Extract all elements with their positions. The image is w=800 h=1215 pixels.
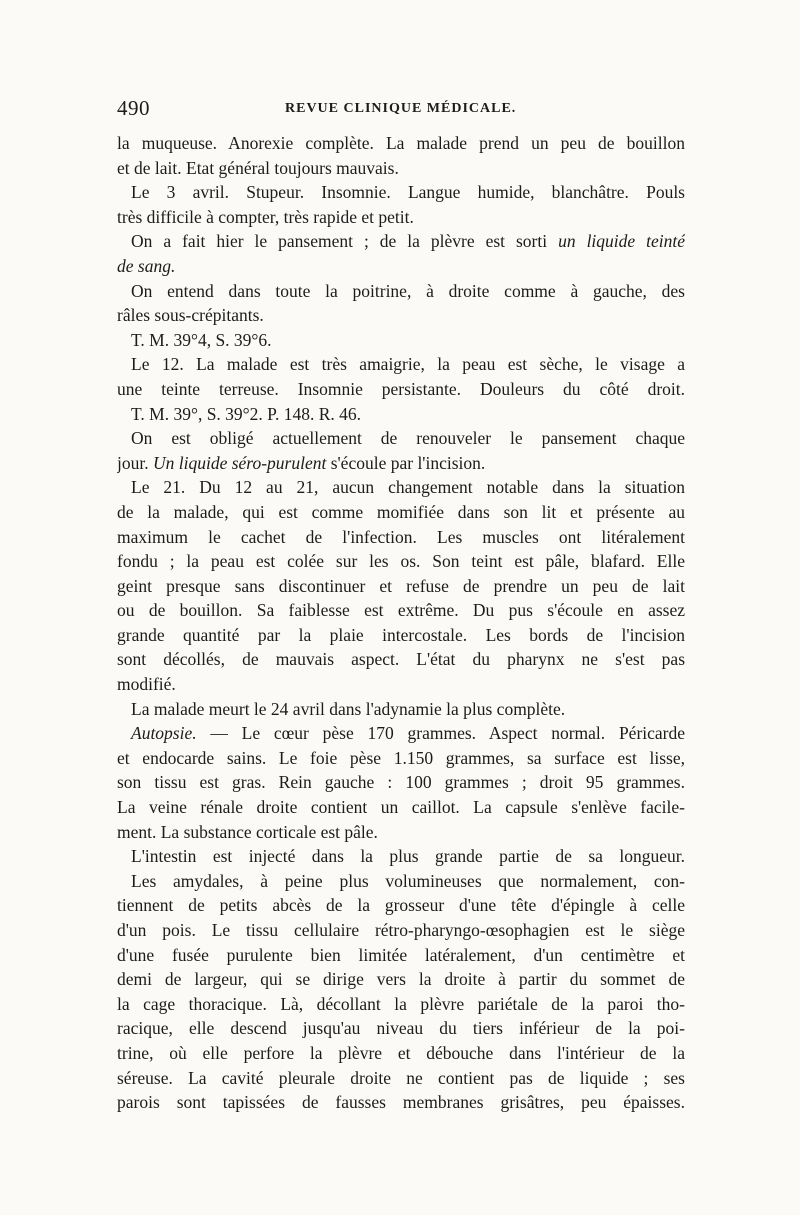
text-line: une teinte terreuse. Insomnie persistante. Douleurs du côté droit. xyxy=(117,378,685,399)
text-line: râles sous-crépitants. xyxy=(117,305,264,326)
text-line: son tissu est gras. Rein gauche : 100 grammes ; droit 95 grammes. xyxy=(117,772,685,793)
text-run: — Le cœur pèse 170 grammes. Aspect normal. Péricarde xyxy=(210,723,685,744)
text-line: On entend dans toute la poitrine, à droite comme à gauche, des xyxy=(131,280,685,301)
text-line: la cage thoracique. Là, décollant la plèvre pariétale de la paroi tho- xyxy=(117,993,685,1014)
text-line: et endocarde sains. Le foie pèse 1.150 grammes, sa surface est lisse, xyxy=(117,747,685,768)
text-line: T. M. 39°4, S. 39°6. xyxy=(131,329,272,350)
page-number: 490 xyxy=(117,96,150,120)
italic-run: un liquide teinté xyxy=(558,231,685,252)
body-text xyxy=(117,131,685,1115)
text-line: sont décollés, de mauvais aspect. L'état du pharynx ne s'est pas xyxy=(117,649,685,670)
text-line: d'une fusée purulente bien limitée latéralement, d'un centimètre et xyxy=(117,944,685,965)
text-line xyxy=(117,721,685,746)
text-line: Le 3 avril. Stupeur. Insomnie. Langue humide, blanchâtre. Pouls xyxy=(131,182,685,203)
text-line: la muqueuse. Anorexie complète. La malade prend un peu de bouillon xyxy=(117,133,685,153)
text-line: séreuse. La cavité pleurale droite ne contient pas de liquide ; ses xyxy=(117,1067,685,1088)
text-line xyxy=(117,229,685,254)
text-line: Les amydales, à peine plus volumineuses que normalement, con- xyxy=(131,870,685,891)
text-line: grande quantité par la plaie intercostale. Les bords de l'incision xyxy=(117,624,685,645)
text-line: T. M. 39°, S. 39°2. P. 148. R. 46. xyxy=(131,403,362,424)
text-line: de sang. xyxy=(117,255,176,276)
text-line: On est obligé actuellement de renouveler le pansement chaque xyxy=(131,428,685,449)
text-line: trine, où elle perfore la plèvre et débouche dans l'intérieur de la xyxy=(117,1042,685,1063)
text-line: L'intestin est injecté dans la plus grande partie de sa longueur. xyxy=(131,846,685,867)
text-line: très difficile à compter, très rapide et petit. xyxy=(117,206,414,227)
text-line: de la malade, qui est comme momifiée dans son lit et présente au xyxy=(117,501,685,522)
text-line: tiennent de petits abcès de la grosseur d'une tête d'épingle à celle xyxy=(117,895,685,916)
text-line: demi de largeur, qui se dirige vers la droite à partir du sommet de xyxy=(117,969,685,990)
text-line: d'un pois. Le tissu cellulaire rétro-pharyngo-œsophagien est le siège xyxy=(117,920,685,940)
text-line: La veine rénale droite contient un caillot. La capsule s'enlève facile- xyxy=(117,797,685,818)
running-title: REVUE CLINIQUE MÉDICALE. xyxy=(285,101,517,116)
text-line: geint presque sans discontinuer et refuse de prendre un peu de lait xyxy=(117,575,685,596)
text-line: La malade meurt le 24 avril dans l'adynamie la plus complète. xyxy=(131,698,566,719)
text-run: jour. xyxy=(117,452,149,473)
text-line: et de lait. Etat général toujours mauvais. xyxy=(117,157,399,178)
text-line: fondu ; la peau est colée sur les os. Son teint est pâle, blafard. Elle xyxy=(117,551,685,572)
text-line: maximum le cachet de l'infection. Les muscles ont litéralement xyxy=(117,526,685,547)
italic-run: Autopsie. xyxy=(131,723,197,744)
text-line: ment. La substance corticale est pâle. xyxy=(117,821,378,842)
text-line: racique, elle descend jusqu'au niveau du tiers inférieur de la poi- xyxy=(117,1018,685,1039)
text-line: Le 21. Du 12 au 21, aucun changement notable dans la situation xyxy=(131,477,685,498)
text-run: On a fait hier le pansement ; de la plèvre est sorti xyxy=(131,231,548,252)
text-run: s'écoule par l'incision. xyxy=(330,452,486,473)
text-line: Le 12. La malade est très amaigrie, la peau est sèche, le visage a xyxy=(131,354,685,375)
text-line xyxy=(117,451,685,476)
text-line: ou de bouillon. Sa faiblesse est extrême. Du pus s'écoule en assez xyxy=(117,600,685,621)
text-line: parois sont tapissées de fausses membranes grisâtres, peu épaisses. xyxy=(117,1092,685,1113)
text-line: modifié. xyxy=(117,674,176,695)
italic-run: Un liquide séro-purulent xyxy=(152,452,327,473)
page-header xyxy=(117,96,687,126)
